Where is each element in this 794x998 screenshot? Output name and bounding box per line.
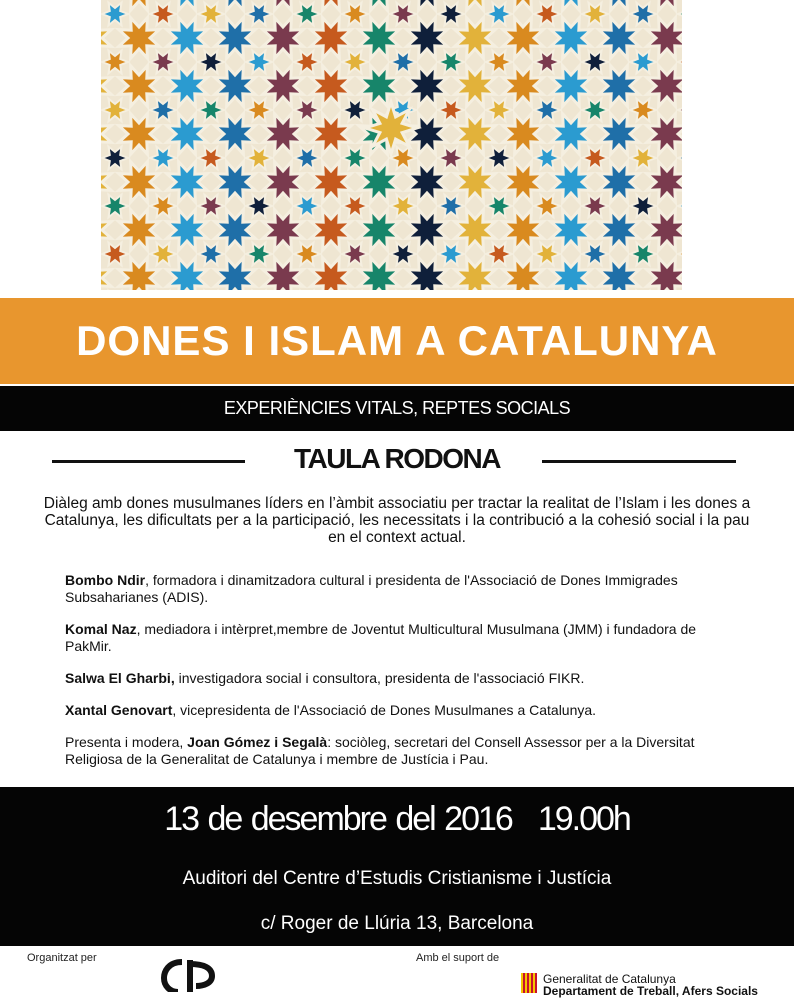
generalitat-department: Departament de Treball, Afers Socials (543, 984, 758, 998)
mosaic-center-star (365, 102, 417, 154)
intro-paragraph: Diàleg amb dones musulmanes líders en l’àmbit associatiu per tractar la realitat de l’Islam i les dones a Catalunya, les dificultats per a la participació, les necessitats i la contribució a la cohesió social i la pau en el context actual. (43, 495, 751, 546)
speaker-name: Komal Naz (65, 621, 137, 637)
speaker-item (65, 572, 725, 606)
speaker-name: Xantal Genovart (65, 702, 173, 718)
tile-mosaic (101, 0, 682, 290)
speaker-name: Bombo Ndir (65, 572, 146, 588)
speaker-desc: , formadora i dinamitzadora cultural i presidenta de l'Associació de Dones Immigrades Subsaharianes (ADIS). (65, 572, 678, 605)
speaker-desc: investigadora social i consultora, presidenta de l'associació FIKR. (174, 670, 585, 686)
subtitle-band (0, 386, 794, 431)
support-label: Amb el suport de (416, 952, 500, 964)
speaker-desc: , mediadora i intèrpret,membre de Joventut Multicultural Musulmana (JMM) i fundadora de PakMir. (65, 621, 697, 654)
round-table-heading (0, 441, 794, 481)
event-subtitle: EXPERIÈNCIES VITALS, REPTES SOCIALS (223, 398, 571, 418)
round-table-label: TAULA RODONA (294, 443, 500, 474)
title-band (0, 298, 794, 384)
event-address: c/ Roger de Llúria 13, Barcelona (260, 913, 534, 934)
speaker-item (65, 621, 725, 655)
speaker-item (65, 702, 725, 719)
event-venue: Auditori del Centre d’Estudis Cristianisme i Justícia (182, 868, 612, 889)
speaker-name: Salwa El Gharbi, (65, 670, 175, 686)
speaker-item (65, 670, 725, 687)
moderator-prefix: Presenta i modera, (65, 734, 188, 750)
catalan-flag-icon (521, 973, 537, 993)
moderator-desc: : sociòleg, secretari del Consell Assessor per a la Diversitat Religiosa de la Generalitat de Catalunya i membre de Justícia i Pau. (65, 734, 695, 767)
event-date: 13 de desembre del 2016 (164, 800, 512, 838)
divider-right (542, 460, 736, 463)
moderator-name: Joan Gómez i Segalà (187, 734, 328, 750)
speaker-desc: , vicepresidenta de l'Associació de Dones Musulmanes a Catalunya. (172, 702, 597, 718)
generalitat-name: Generalitat de Catalunya (543, 972, 676, 986)
event-title: DONES I ISLAM A CATALUNYA (76, 317, 718, 364)
moderator-item (65, 734, 725, 768)
speaker-list (65, 572, 725, 783)
event-datetime (0, 800, 794, 839)
cj-logo-icon (160, 956, 226, 992)
organized-by-label: Organitzat per (27, 952, 97, 964)
event-time: 19.00h (537, 800, 630, 838)
hero-image (101, 0, 682, 290)
